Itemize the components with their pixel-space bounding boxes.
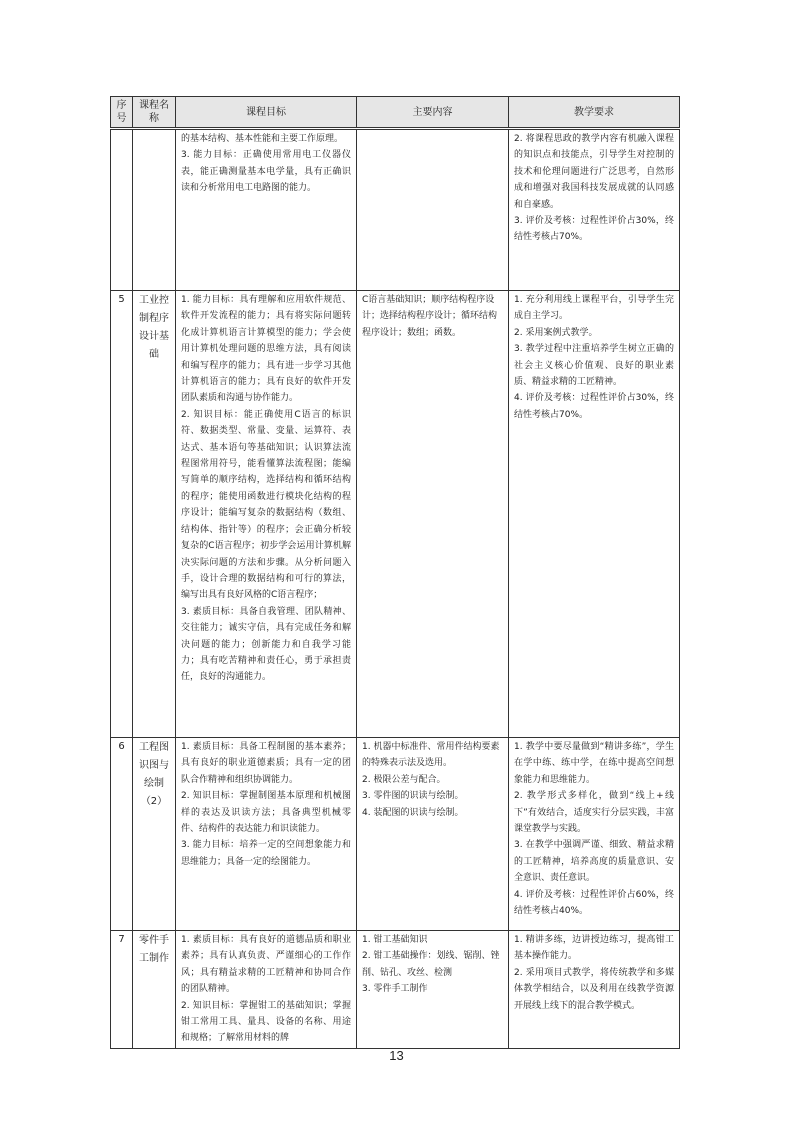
row-course-name: 工程图识图与绘制（2） <box>133 738 176 931</box>
cell-line: 3. 评价及考核：过程性评价占30%，终结性考核占70%。 <box>514 216 674 243</box>
row-index: 5 <box>111 291 133 738</box>
row-goal <box>176 291 357 738</box>
cell-line: 2. 钳工基础操作：划线、锯削、锉削、钻孔、攻丝、检测 <box>362 951 500 978</box>
table-header-row <box>111 97 680 129</box>
cell-line: 2. 知识目标：掌握制图基本原理和机械图样的表达及识读方法；具备典型机械零件、结构件的表达能力和识读能力。 <box>181 791 351 835</box>
cell-line: 4. 评价及考核：过程性评价占30%，终结性考核占70%。 <box>514 393 674 420</box>
row-requirements <box>509 291 680 738</box>
cell-line: 1. 精讲多练，边讲授边练习，提高钳工基本操作能力。 <box>514 935 674 962</box>
row-content: C语言基础知识；顺序结构程序设计；选择结构程序设计；循环结构程序设计；数组；函数。 <box>357 291 509 738</box>
table-row <box>111 738 680 931</box>
row-requirements <box>509 738 680 931</box>
cell-line: 3. 在教学中强调严谨、细致、精益求精的工匠精神，培养高度的质量意识、安全意识、责任意识。 <box>514 840 674 884</box>
row-requirements <box>509 129 680 291</box>
row-requirements <box>509 931 680 1049</box>
row-index: 6 <box>111 738 133 931</box>
cell-line: 1. 充分利用线上课程平台，引导学生完成自主学习。 <box>514 295 674 322</box>
course-table <box>110 96 680 1049</box>
header-goal: 课程目标 <box>176 97 357 129</box>
row-content <box>357 129 509 291</box>
cell-line: 3. 零件手工制作 <box>362 984 428 995</box>
row-course-name: 零件手工制作 <box>133 931 176 1049</box>
cell-line: 1. 钳工基础知识 <box>362 935 428 945</box>
cell-line: 2. 采用项目式教学，将传统教学和多媒体教学相结合，以及利用在线教学资源开展线上线下的混合教学模式。 <box>514 967 674 1011</box>
cell-line: 2. 采用案例式教学。 <box>514 327 598 338</box>
cell-line: 1. 能力目标：具有理解和应用软件规范、软件开发流程的能力；具有将实际问题转化成计算机语言计算模型的能力；学会使用计算机处理问题的思维方法，具有阅读和编写程序的能力；具有进一步学习其他计算机语言的能力；具有良好的软件开发团队素质和沟通与协作能力。 <box>181 295 351 404</box>
row-goal <box>176 931 357 1049</box>
cell-line: 3. 能力目标：培养一定的空间想象能力和思维能力；具备一定的绘图能力。 <box>181 840 351 867</box>
row-goal <box>176 738 357 931</box>
row-index: 7 <box>111 931 133 1049</box>
cell-line: 4. 装配图的识读与绘制。 <box>362 807 464 818</box>
cell-line: 3. 能力目标：正确使用常用电工仪器仪表，能正确测量基本电学量，具有正确识读和分析常用电工电路图的能力。 <box>181 150 351 194</box>
cell-line: 3. 素质目标：具备自我管理、团队精神、交往能力；诚实守信，具有完成任务和解决问题的能力；创新能力和自我学习能力；具有吃苦精神和责任心，勇于承担责任，良好的沟通能力。 <box>181 606 351 683</box>
cell-line: 1. 素质目标：具有良好的道德品质和职业素养；具有认真负责、严谨细心的工作作风；具有精益求精的工匠精神和协同合作的团队精神。 <box>181 935 351 995</box>
header-content: 主要内容 <box>357 97 509 129</box>
row-index <box>111 129 133 291</box>
table-row <box>111 291 680 738</box>
row-content <box>357 931 509 1049</box>
cell-line: 3. 教学过程中注重培养学生树立正确的社会主义核心价值观、良好的职业素质、精益求精的工匠精神。 <box>514 344 674 388</box>
cell-line: 3. 零件图的识读与绘制。 <box>362 791 464 802</box>
row-course-name: 工业控制程序设计基础 <box>133 291 176 738</box>
table-row <box>111 931 680 1049</box>
row-course-name <box>133 129 176 291</box>
header-name: 课程名称 <box>133 97 176 129</box>
cell-line: 2. 教学形式多样化，做到“线上+线下”有效结合，适度实行分层实践，丰富课堂教学与实践。 <box>514 791 674 835</box>
table-row <box>111 129 680 291</box>
page-number: 13 <box>389 1048 404 1063</box>
cell-line: 4. 评价及考核：过程性评价占60%，终结性考核占40%。 <box>514 889 674 917</box>
cell-line: 1. 机器中标准件、常用件结构要素的特殊表示法及选用。 <box>362 742 500 769</box>
cell-line: 2. 知识目标：能正确使用C语言的标识符、数据类型、常量、变量、运算符、表达式、基本语句等基础知识；认识算法流程图常用符号，能看懂算法流程图；能编写简单的顺序结构，选择结构和循环结构的程序；能使用函数进行模块化结构的程序设计；能编写复杂的数据结构（数组、结构体、指针等）的程序；会正确分析较复杂的C语言程序；初步学会运用计算机解决实际问题的方法和步骤。从分析问题入手，设计合理的数据结构和可行的算法，编写出具有良好风格的C语言程序； <box>181 409 351 601</box>
cell-line: 2. 极限公差与配合。 <box>362 774 446 785</box>
header-index: 序号 <box>111 97 133 129</box>
header-requirements: 教学要求 <box>509 97 680 129</box>
cell-line: 2. 将课程思政的教学内容有机融入课程的知识点和技能点，引导学生对控制的技术和伦理问题进行广泛思考，自然形成和增强对我国科技发展成就的认同感和自豪感。 <box>514 134 674 210</box>
cell-line: 1. 素质目标：具备工程制图的基本素养；具有良好的职业道德素质；具有一定的团队合作精神和组织协调能力。 <box>181 742 351 785</box>
row-content <box>357 738 509 931</box>
cell-line: 2. 知识目标：掌握钳工的基础知识；掌握钳工常用工具、量具、设备的名称、用途和规格；了解常用材料的牌 <box>181 1000 351 1044</box>
row-goal <box>176 129 357 291</box>
cell-line: 的基本结构、基本性能和主要工作原理。 <box>181 134 344 144</box>
cell-line: 1. 教学中要尽量做到“精讲多练”，学生在学中练、练中学，在练中提高空间想象能力和思维能力。 <box>514 742 674 785</box>
